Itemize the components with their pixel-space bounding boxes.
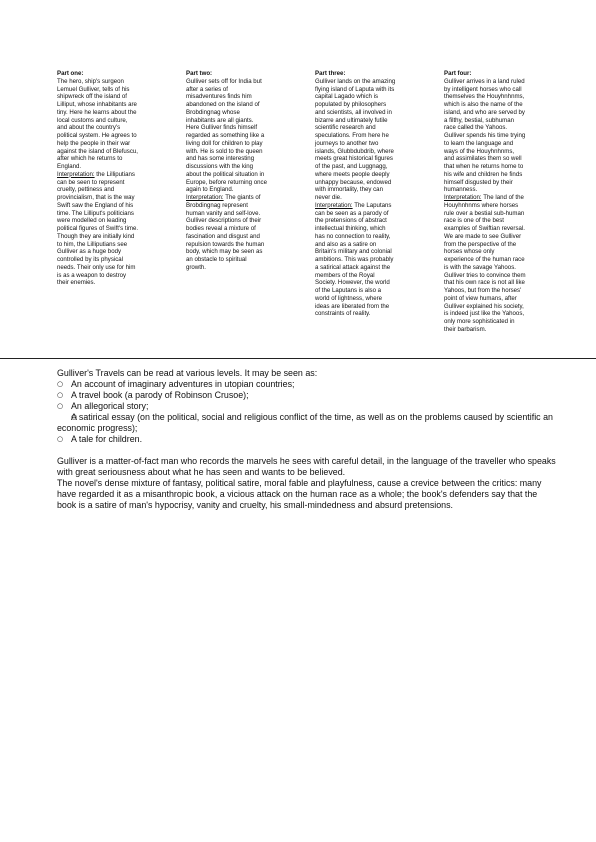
paragraph-gulliver-character: Gulliver is a matter-of-fact man who records the marvels he sees with careful detail, in the language of the traveller who speaks with great seriousness about what he has seen and wants to be believed. <box>57 456 556 477</box>
part-two-interpretation-text: The giants of Brobdingnag represent human vanity and self-love. Gulliver descriptions of their bodies reveal a mixture of fascination and disgust and repulsion towards the human body, which may be seen as an obstacle to spiritual growth. <box>186 194 265 271</box>
list-item: ○ A tale for children. <box>57 434 557 445</box>
list-item: ○ An account of imaginary adventures in utopian countries; <box>57 379 557 390</box>
reading-levels-intro: Gulliver's Travels can be read at various levels. It may be seen as: <box>57 368 318 378</box>
list-item: ○ A travel book (a parody of Robinson Crusoe); <box>57 390 557 401</box>
part-two-title: Part two: <box>186 70 213 77</box>
part-three-title: Part three: <box>315 70 346 77</box>
summary-columns <box>57 70 557 350</box>
part-one-body: The hero, ship's surgeon Lemuel Gulliver, tells of his shipwreck off the island of Lilliput, whose inhabitants are tiny. Here he learns about the local customs and culture, and about the country's political system. He agrees to help the people in their war against the island of Blefuscu, after which he returns to England. <box>57 77 138 170</box>
list-item: ○ An allegorical story; <box>57 401 557 412</box>
part-four-interpretation-text: The land of the Houyhnhnms where horses rule over a bestial sub-human race is one of the best examples of Swiftian reversal. We are made to see Gulliver from the perspective of the horses whose only experience of the human race is with the savage Yahoos. Gulliver tries to convince them that his own race is not all like Yahoos, but from the horses' point of view humans, after Gulliver explained his society, is indeed just like the Yahoos, only more sophisticated in their barbarism. <box>444 194 526 333</box>
part-three-interpretation-label: Interpretation: <box>315 201 353 209</box>
part-two-body: Gulliver sets off for India but after a series of misadventures finds him abandoned on the island of Brobdingnag whose inhabitants are all giants. Here Gulliver finds himself regarded as something like a living doll for children to play with. He is sold to the queen and has some interesting discussions with the king about the political situation in Europe, before returning once again to England. <box>186 77 267 194</box>
list-item: ○ A satirical essay (on the political, social and religious conflict of the time, as well as on the problems caused by scientific an economic progress); <box>57 412 557 434</box>
paragraph-critics: The novel's dense mixture of fantasy, political satire, moral fable and playfulness, cause a crevice between the critics: many have regarded it as a misanthropic book, a vicious attack on the human race as a whole; the book's defenders say that the book is a satire of man's hypocrisy, vanity and cruelty, his small-mindedness and absurd pretensions. <box>57 478 542 510</box>
part-one-column <box>57 70 167 287</box>
part-four-interpretation-label: Interpretation: <box>444 194 482 201</box>
part-one-interpretation-text: the Lilliputians can be seen to represent cruelty, pettiness and provincialism, that is the way Swift saw the England of his time. The Lilliput's politicians were modelled on leading political figures of Swift's time. Though they are initially kind to him, the Lilliputians see Gulliver as a huge body controlled by its physical needs. Their only use for him is as a weapon to destroy their enemies. <box>57 170 139 287</box>
part-four-title: Part four: <box>444 70 472 77</box>
horizontal-divider <box>0 358 596 359</box>
part-three-interpretation-text: The Laputans can be seen as a parody of the pretensions of abstract intellectual thinking, which has no connection to reality, and also as a satire on Britain's military and colonial ambitions. This was probably a satirical attack against the members of the Royal Society. However, the world of the Laputans is also a world of lightness, where ideas are liberated from the constraints of reality. <box>315 201 394 318</box>
part-one-interpretation-label: Interpretation: <box>57 170 95 178</box>
reading-levels-list <box>57 379 557 445</box>
part-four-column <box>444 70 556 334</box>
part-three-body: Gulliver lands on the amazing flying island of Laputa with its capital Lagado which is populated by philosophers and scientists, all involved in bizarre and ultimately futile scientific research and speculations. From here he journeys to another two islands, Glubbdubdrib, where meets great historical figures of the past, and Luggnagg, where meets people deeply unhappy because, endowed with immortality, they can never die. <box>315 77 396 201</box>
part-two-column <box>186 70 296 272</box>
reading-levels-section <box>57 368 557 511</box>
part-three-column <box>315 70 425 318</box>
part-two-interpretation-label: Interpretation: <box>186 194 224 201</box>
part-four-body: Gulliver arrives in a land ruled by intelligent horses who call themselves the Houyhnhnms, which is also the name of the island, and who are served by a filthy, bestial, subhuman race called the Yahoos. Gulliver spends his time trying to learn the language and ways of the Houyhnhnms, and assimilates them so well that when he returns home to his wife and children he finds himself disgusted by their humanness. <box>444 77 526 194</box>
part-one-title: Part one: <box>57 70 84 77</box>
